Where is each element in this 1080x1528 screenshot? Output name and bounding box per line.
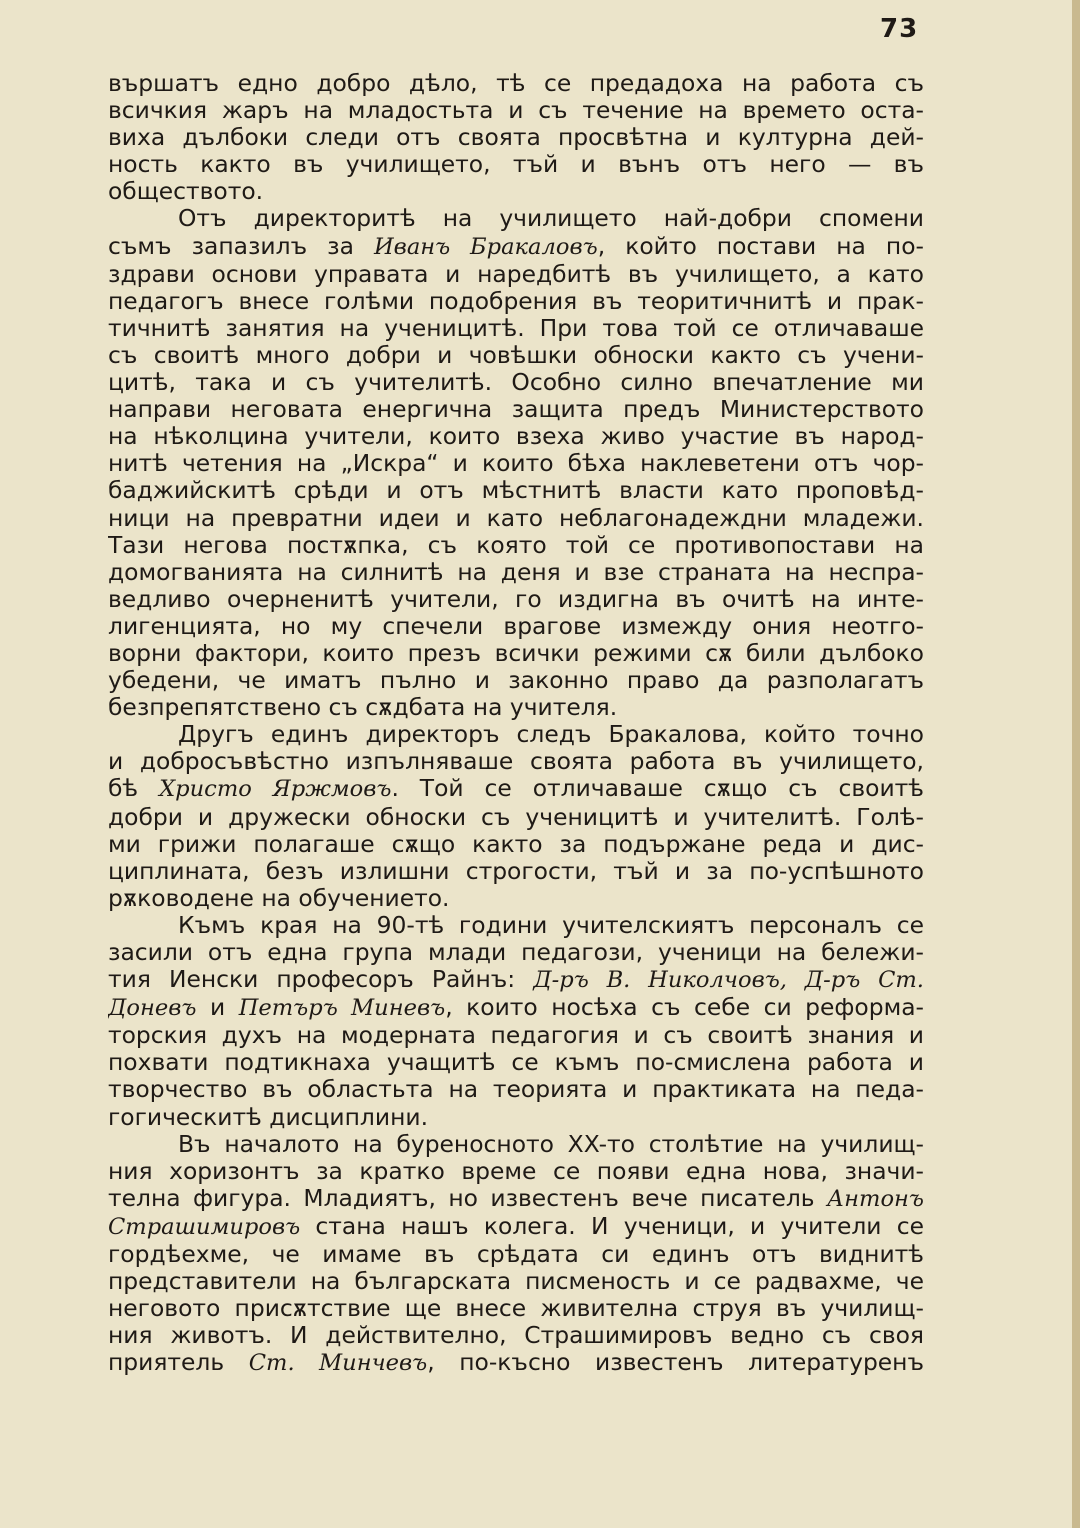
text-line — [108, 124, 924, 151]
text-segment: добри и дружески обноски съ ученицитѣ и учителитѣ. Голѣ- — [108, 803, 924, 831]
text-segment: телна фигура. Младиятъ, но известенъ вече писатель — [108, 1184, 828, 1212]
text-segment: безпрепятствено съ сѫдбата на учителя. — [108, 694, 618, 722]
text-line — [108, 939, 924, 966]
text-line — [108, 288, 924, 315]
text-line — [108, 342, 924, 369]
text-line — [108, 994, 924, 1022]
text-line — [108, 667, 924, 694]
text-line — [108, 586, 924, 613]
text-segment: ворни фактори, които презъ всички режими сѫ били дълбоко — [108, 639, 924, 667]
text-line — [108, 315, 924, 342]
text-line — [108, 505, 924, 532]
text-segment: гордѣехме, че имаме въ срѣдата си единъ отъ виднитѣ — [108, 1241, 924, 1269]
text-line — [108, 423, 924, 450]
text-segment: баджийскитѣ срѣди и отъ мѣстнитѣ власти като проповѣд- — [108, 477, 924, 505]
text-line — [108, 804, 924, 831]
italic-name: Страшимировъ — [108, 1213, 301, 1240]
text-segment: убедени, че иматъ пълно и законно право да разполагатъ — [108, 667, 924, 695]
text-line — [108, 1268, 924, 1295]
text-segment: ность както въ училището, тъй и вънъ отъ него — въ — [108, 151, 924, 179]
text-segment: домогванията на силнитѣ на деня и взе страната на неспра- — [108, 558, 924, 586]
text-segment: нитѣ четения на „Искра“ и които бѣха наклеветени отъ чор- — [108, 450, 924, 478]
text-line — [108, 1104, 924, 1131]
text-line — [108, 1131, 924, 1158]
text-segment: Въ началото на буреносното XX-то столѣтие на училищ- — [178, 1130, 924, 1158]
text-line — [108, 178, 924, 205]
text-segment: торския духъ на модерната педагогия и съ своитѣ знания и — [108, 1022, 924, 1050]
text-line — [108, 1213, 924, 1241]
text-line — [108, 775, 924, 803]
text-segment: циплината, безъ излишни строгости, тъй и за по-успѣшното — [108, 857, 924, 885]
text-segment: Тази негова постѫпка, съ която той се противопостави на — [108, 531, 924, 559]
text-line — [108, 477, 924, 504]
text-segment: на нѣколцина учители, които взеха живо участие въ народ- — [108, 423, 924, 451]
text-line — [108, 151, 924, 178]
text-line — [108, 1076, 924, 1103]
text-segment: представители на българската писменость и се радвахме, че — [108, 1268, 924, 1296]
text-segment: лигенцията, но му спечели врагове измежду ония неотго- — [108, 612, 924, 640]
italic-name: Иванъ Бракаловъ — [373, 233, 598, 260]
text-segment: всичкия жаръ на младостьта и съ течение на времето оста- — [108, 97, 924, 125]
text-line — [108, 831, 924, 858]
text-line — [108, 721, 924, 748]
text-segment: вършатъ едно добро дѣло, тѣ се предадоха на работа съ — [108, 70, 924, 97]
text-line — [108, 261, 924, 288]
text-line — [108, 613, 924, 640]
text-segment: Къмъ края на 90-тѣ години учителскиятъ персоналъ се — [178, 911, 924, 939]
text-body — [108, 70, 924, 1378]
text-line — [108, 1322, 924, 1349]
text-segment: приятель — [108, 1349, 249, 1377]
text-segment: ници на превратни идеи и като неблагонадеждни младежи. — [108, 504, 924, 532]
italic-name: Христо Яржмовъ — [159, 776, 392, 803]
text-segment: виха дълбоки следи отъ своята просвѣтна и културна дей- — [108, 124, 924, 152]
text-segment: обществото. — [108, 178, 264, 206]
text-segment: , по-късно известенъ литературенъ — [427, 1349, 924, 1377]
text-line — [108, 70, 924, 97]
text-segment: творчество въ областьта на теорията и практиката на педа- — [108, 1076, 924, 1104]
text-segment: бѣ — [108, 775, 160, 803]
text-line — [108, 748, 924, 775]
text-line — [108, 1349, 924, 1377]
text-line — [108, 1295, 924, 1322]
text-segment: неговото присѫтствие ще внесе живителна струя въ училищ- — [108, 1295, 924, 1323]
text-line — [108, 97, 924, 124]
page-number: 73 — [880, 14, 919, 44]
text-segment: тичнитѣ занятия на ученицитѣ. При това той се отличаваше — [108, 314, 924, 342]
text-segment: съ своитѣ много добри и човѣшки обноски както съ учени- — [108, 341, 924, 369]
text-line — [108, 912, 924, 939]
text-segment: Отъ директоритѣ на училището най-добри спомени — [178, 205, 924, 233]
italic-name: Доневъ — [108, 995, 197, 1022]
text-line — [108, 369, 924, 396]
text-line — [108, 885, 924, 912]
text-segment: цитѣ, така и съ учителитѣ. Особно силно впечатление ми — [108, 369, 924, 397]
text-segment: педагогъ внесе голѣми подобрения въ теоритичнитѣ и прак- — [108, 287, 924, 315]
text-line — [108, 1158, 924, 1185]
text-segment: ния хоризонтъ за кратко време се появи една нова, значи- — [108, 1157, 924, 1185]
text-segment: съмъ запазилъ за — [108, 232, 374, 260]
text-line — [108, 450, 924, 477]
text-segment: , които носѣха съ себе си реформа- — [445, 994, 924, 1022]
text-line — [108, 1022, 924, 1049]
text-line — [108, 1049, 924, 1076]
text-segment: и добросъвѣстно изпълняваше своята работа въ училището, — [108, 748, 924, 776]
text-segment: засили отъ една група млади педагози, ученици на бележи- — [108, 939, 924, 966]
italic-name: Петъръ Миневъ — [238, 995, 446, 1022]
text-line — [108, 559, 924, 586]
text-segment: похвати подтикнаха учащитѣ се къмъ по-смислена работа и — [108, 1049, 924, 1077]
text-line — [108, 233, 924, 261]
text-line — [108, 532, 924, 559]
text-line — [108, 1241, 924, 1268]
italic-name: Антонъ — [827, 1185, 924, 1212]
text-segment: гогическитѣ дисциплини. — [108, 1103, 428, 1131]
text-segment: здрави основи управата и наредбитѣ въ училището, а като — [108, 260, 924, 288]
text-segment: ния животъ. И действително, Страшимировъ ведно съ своя — [108, 1322, 924, 1350]
text-line — [108, 396, 924, 423]
text-line — [108, 858, 924, 885]
text-segment: рѫководене на обучението. — [108, 884, 450, 912]
text-line — [108, 694, 924, 721]
text-segment: . Той се отличаваше сѫщо съ своитѣ — [391, 775, 924, 803]
text-line — [108, 205, 924, 232]
text-segment: направи неговата енергична защита предъ Министерството — [108, 396, 924, 424]
italic-name: Д-ръ В. Николчовъ, Д-ръ Ст. — [533, 967, 924, 994]
text-segment: и — [196, 994, 239, 1022]
text-segment: ми грижи полагаше сѫщо както за подържане реда и дис- — [108, 830, 924, 858]
text-line — [108, 1185, 924, 1213]
text-line — [108, 640, 924, 667]
text-segment: тия Иенски професоръ Райнъ: — [108, 966, 534, 994]
text-segment: Другъ единъ директоръ следъ Бракалова, който точно — [178, 721, 924, 749]
text-segment: ведливо очерненитѣ учители, го издигна въ очитѣ на инте- — [108, 585, 924, 613]
text-segment: стана нашъ колега. И ученици, и учители се — [300, 1212, 924, 1240]
text-segment: , който постави на по- — [597, 232, 924, 260]
text-line — [108, 966, 924, 994]
italic-name: Ст. Минчевъ — [248, 1350, 428, 1377]
